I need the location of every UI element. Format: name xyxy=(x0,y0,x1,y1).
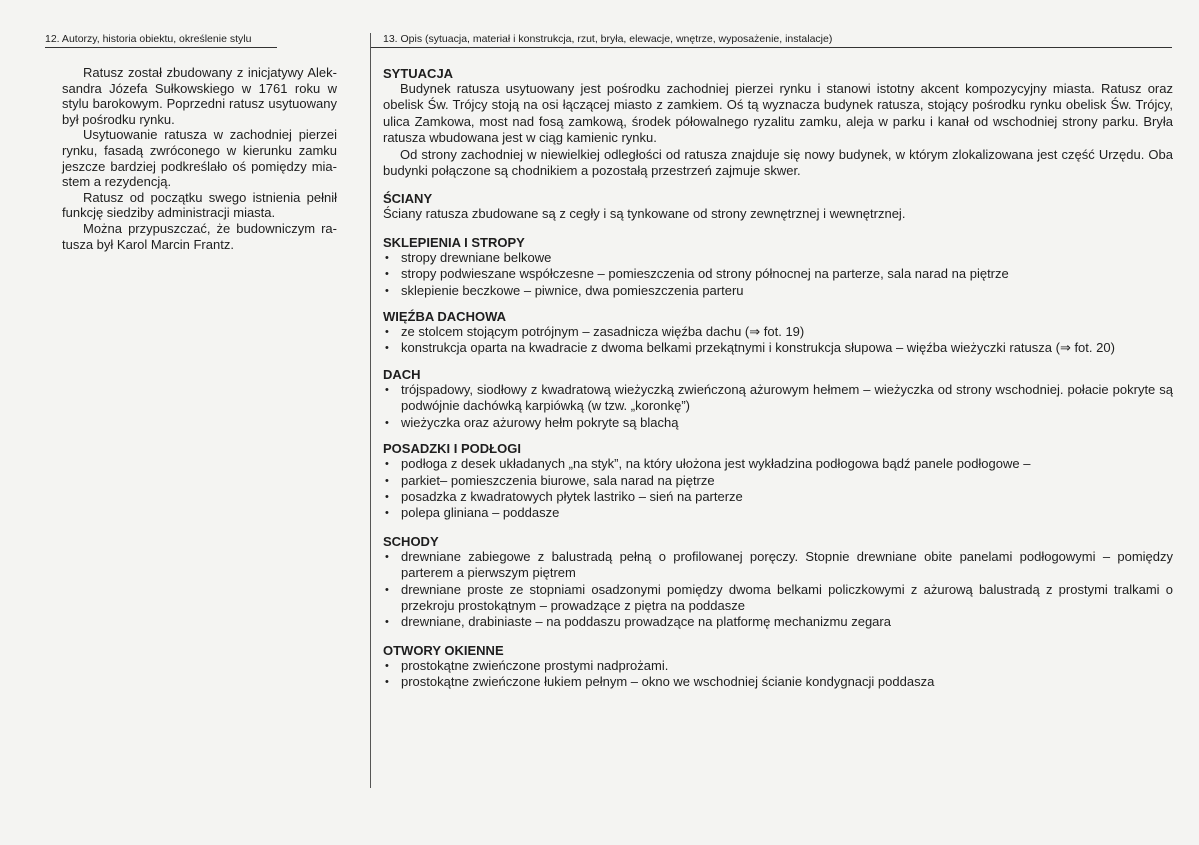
section-title: SKLEPIENIA I STROPY xyxy=(383,234,525,250)
section-title: OTWORY OKIENNE xyxy=(383,642,504,658)
section-posadzki xyxy=(383,441,1173,522)
history-paragraph: Ratusz został zbudowany z inicjatywy Aleksandra Józefa Sułkowskiego w 1761 roku w stylu barokowym. Poprzedni ratusz usytuowany był pośrodku rynku. xyxy=(62,65,337,127)
section-title: SYTUACJA xyxy=(383,66,454,81)
section-title: SCHODY xyxy=(383,533,439,549)
section-dach xyxy=(383,367,1173,431)
section-title: POSADZKI I PODŁOGI xyxy=(383,441,521,457)
bullet-list xyxy=(383,250,1173,299)
left-column-header: 12. Autorzy, historia obiektu, określenie stylu xyxy=(45,33,277,48)
section-sciany xyxy=(383,191,1173,222)
list-item: • drewniane, drabiniaste – na poddaszu prowadzące na platformę mechanizmu zegara xyxy=(383,614,1173,630)
left-column xyxy=(40,33,360,252)
column-divider xyxy=(370,33,371,788)
list-item: • prostokątne zwieńczone łukiem pełnym – okno we wschodniej ścianie kondygnacji poddasza xyxy=(383,674,1173,690)
section-sytuacja xyxy=(383,66,1173,179)
section-title: DACH xyxy=(383,366,421,382)
list-item: • prostokątne zwieńczone prostymi nadprożami. xyxy=(383,658,1173,674)
section-otwory xyxy=(383,643,1173,691)
section-sklepienia xyxy=(383,235,1173,299)
bullet-list xyxy=(383,549,1173,631)
bullet-list xyxy=(383,382,1173,431)
section-paragraph: Od strony zachodniej w niewielkiej odległości od ratusza znajduje się nowy budynek, w którym zlokalizowana jest część Urzędu. Oba budynki połączone są chodnikiem a pozostałą przestrzeń zajmuje skwer. xyxy=(383,146,1173,179)
right-column-header: 13. Opis (sytuacja, materiał i konstrukcja, rzut, bryła, elewacje, wnętrze, wyposażenie, instalacje) xyxy=(371,33,1172,48)
history-paragraph: Można przypuszczać, że budowniczym ratusza był Karol Marcin Frantz. xyxy=(62,220,337,252)
right-column xyxy=(383,33,1173,691)
section-title: ŚCIANY xyxy=(383,191,433,207)
left-column-text xyxy=(40,65,337,252)
history-paragraph: Ratusz od początku swego istnienia pełnił funkcję siedziby administracji miasta. xyxy=(62,189,337,221)
section-title: WIĘŹBA DACHOWA xyxy=(383,309,507,325)
list-item: • stropy podwieszane współczesne – pomieszczenia od strony północnej na parterze, sala narad na piętrze xyxy=(383,266,1173,282)
bullet-list xyxy=(383,456,1173,522)
list-item: • ze stolcem stojącym potrójnym – zasadnicza więźba dachu (⇒ fot. 19) xyxy=(383,324,1173,340)
history-paragraph: Usytuowanie ratusza w zachodniej pierzei rynku, fasadą zwróconego w kierunku zamku jeszcze bardziej podkreślało oś pomiędzy miastem a rezydencją. xyxy=(62,127,337,190)
list-item: • podłoga z desek układanych „na styk”, na który ułożona jest wykładzina podłogowa bądź panele podłogowe – xyxy=(383,456,1173,472)
section-wiezba xyxy=(383,309,1173,357)
list-item: • sklepienie beczkowe – piwnice, dwa pomieszczenia parteru xyxy=(383,283,1173,299)
list-item: • posadzka z kwadratowych płytek lastriko – sień na parterze xyxy=(383,489,1173,505)
bullet-list xyxy=(383,658,1173,691)
section-paragraph: Budynek ratusza usytuowany jest pośrodku zachodniej pierzei rynku i stanowi istotny akcent kompozycyjny miasta. Ratusz oraz obelisk Św. Trójcy stoją na osi łączącej miasto z zamkiem. Oś tą wyznacza budynek ratusza, stojący pośrodku rynku obelisk Św. Trójcy, ulica Zamkowa, most nad fosą zamkową, środek półowalnego ryzalitu zamku, aleja w parku i kanał od wschodniej strony parku. Bryła ratusza wbudowana jest w ciąg kamienic rynku. xyxy=(383,81,1173,146)
bullet-list xyxy=(383,324,1173,357)
list-item: • parkiet– pomieszczenia biurowe, sala narad na piętrze xyxy=(383,473,1173,489)
list-item: • trójspadowy, siodłowy z kwadratową wieżyczką zwieńczoną ażurowym hełmem – wieżyczka od strony wschodniej. połacie pokryte są podwójnie dachówką karpiówką (w tzw. „koronkę”) xyxy=(383,382,1173,415)
section-paragraph: Ściany ratusza zbudowane są z cegły i są tynkowane od strony zewnętrznej i wewnętrznej. xyxy=(383,206,906,222)
section-schody xyxy=(383,534,1173,631)
list-item: • drewniane zabiegowe z balustradą pełną o profilowanej poręczy. Stopnie drewniane obite panelami podłogowymi – pomiędzy parterem a pierwszym piętrem xyxy=(383,549,1173,582)
list-item: • drewniane proste ze stopniami osadzonymi pomiędzy dwoma belkami policzkowymi z ażurową balustradą z prostymi tralkami o przekroju prostokątnym – prowadzące z piętra na poddasze xyxy=(383,582,1173,615)
list-item: • konstrukcja oparta na kwadracie z dwoma belkami przekątnymi i konstrukcja słupowa – więźba wieżyczki ratusza (⇒ fot. 20) xyxy=(383,340,1173,356)
list-item: • polepa gliniana – poddasze xyxy=(383,505,1173,521)
list-item: • wieżyczka oraz ażurowy hełm pokryte są blachą xyxy=(383,415,1173,431)
list-item: • stropy drewniane belkowe xyxy=(383,250,1173,266)
